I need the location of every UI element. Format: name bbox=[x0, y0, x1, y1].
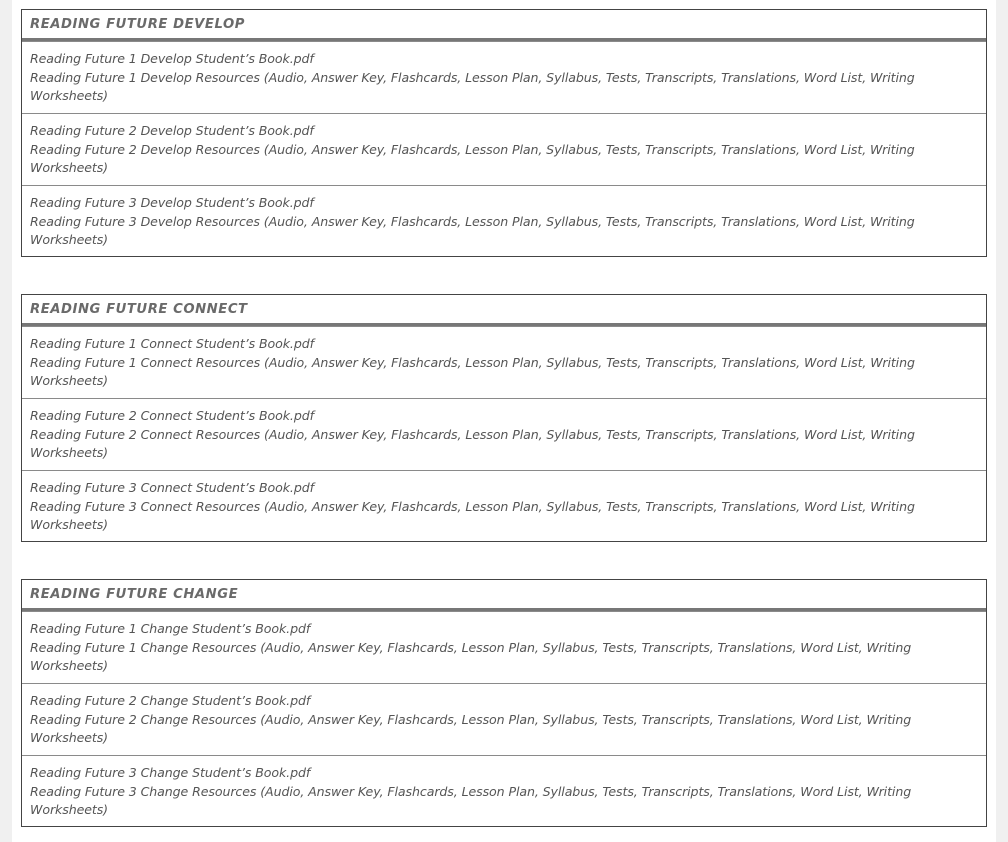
resources-link[interactable]: Reading Future 2 Connect Resources (Audio, Answer Key, Flashcards, Lesson Plan, Syllabus, Tests, Transcripts, Translations, Word List, Writing Worksheets) bbox=[30, 426, 915, 461]
section-connect bbox=[21, 294, 987, 542]
student-book-link[interactable]: Reading Future 1 Change Student’s Book.pdf bbox=[30, 621, 311, 636]
table-row bbox=[22, 755, 986, 826]
table-row bbox=[22, 683, 986, 755]
resources-link[interactable]: Reading Future 2 Develop Resources (Audio, Answer Key, Flashcards, Lesson Plan, Syllabus, Tests, Transcripts, Translations, Word List, Writing Worksheets) bbox=[30, 141, 915, 176]
table-row bbox=[22, 113, 986, 185]
resources-link[interactable]: Reading Future 3 Change Resources (Audio, Answer Key, Flashcards, Lesson Plan, Syllabus, Tests, Transcripts, Translations, Word List, Writing Worksheets) bbox=[30, 783, 912, 818]
resources-link[interactable]: Reading Future 1 Develop Resources (Audio, Answer Key, Flashcards, Lesson Plan, Syllabus, Tests, Transcripts, Translations, Word List, Writing Worksheets) bbox=[30, 69, 915, 104]
table-row bbox=[22, 185, 986, 256]
table-row bbox=[22, 41, 986, 113]
section-develop bbox=[21, 9, 987, 257]
resources-link[interactable]: Reading Future 1 Connect Resources (Audio, Answer Key, Flashcards, Lesson Plan, Syllabus, Tests, Transcripts, Translations, Word List, Writing Worksheets) bbox=[30, 354, 915, 389]
student-book-link[interactable]: Reading Future 3 Develop Student’s Book.pdf bbox=[30, 195, 314, 210]
page-content bbox=[12, 0, 996, 842]
resources-link[interactable]: Reading Future 3 Develop Resources (Audio, Answer Key, Flashcards, Lesson Plan, Syllabus, Tests, Transcripts, Translations, Word List, Writing Worksheets) bbox=[30, 213, 915, 248]
resources-link[interactable]: Reading Future 3 Connect Resources (Audio, Answer Key, Flashcards, Lesson Plan, Syllabus, Tests, Transcripts, Translations, Word List, Writing Worksheets) bbox=[30, 498, 915, 533]
student-book-link[interactable]: Reading Future 3 Connect Student’s Book.pdf bbox=[30, 480, 314, 495]
student-book-link[interactable]: Reading Future 1 Develop Student’s Book.pdf bbox=[30, 51, 314, 66]
student-book-link[interactable]: Reading Future 2 Connect Student’s Book.pdf bbox=[30, 408, 314, 423]
student-book-link[interactable]: Reading Future 2 Change Student’s Book.pdf bbox=[30, 693, 311, 708]
resources-link[interactable]: Reading Future 2 Change Resources (Audio, Answer Key, Flashcards, Lesson Plan, Syllabus, Tests, Transcripts, Translations, Word List, Writing Worksheets) bbox=[30, 711, 912, 746]
resources-link[interactable]: Reading Future 1 Change Resources (Audio, Answer Key, Flashcards, Lesson Plan, Syllabus, Tests, Transcripts, Translations, Word List, Writing Worksheets) bbox=[30, 639, 912, 674]
student-book-link[interactable]: Reading Future 2 Develop Student’s Book.pdf bbox=[30, 123, 314, 138]
student-book-link[interactable]: Reading Future 3 Change Student’s Book.pdf bbox=[30, 765, 311, 780]
table-row bbox=[22, 326, 986, 398]
table-row bbox=[22, 470, 986, 541]
section-change bbox=[21, 579, 987, 827]
section-title: READING FUTURE DEVELOP bbox=[22, 10, 986, 41]
section-title: READING FUTURE CHANGE bbox=[22, 580, 986, 611]
table-row bbox=[22, 611, 986, 683]
student-book-link[interactable]: Reading Future 1 Connect Student’s Book.pdf bbox=[30, 336, 314, 351]
section-title: READING FUTURE CONNECT bbox=[22, 295, 986, 326]
table-row bbox=[22, 398, 986, 470]
